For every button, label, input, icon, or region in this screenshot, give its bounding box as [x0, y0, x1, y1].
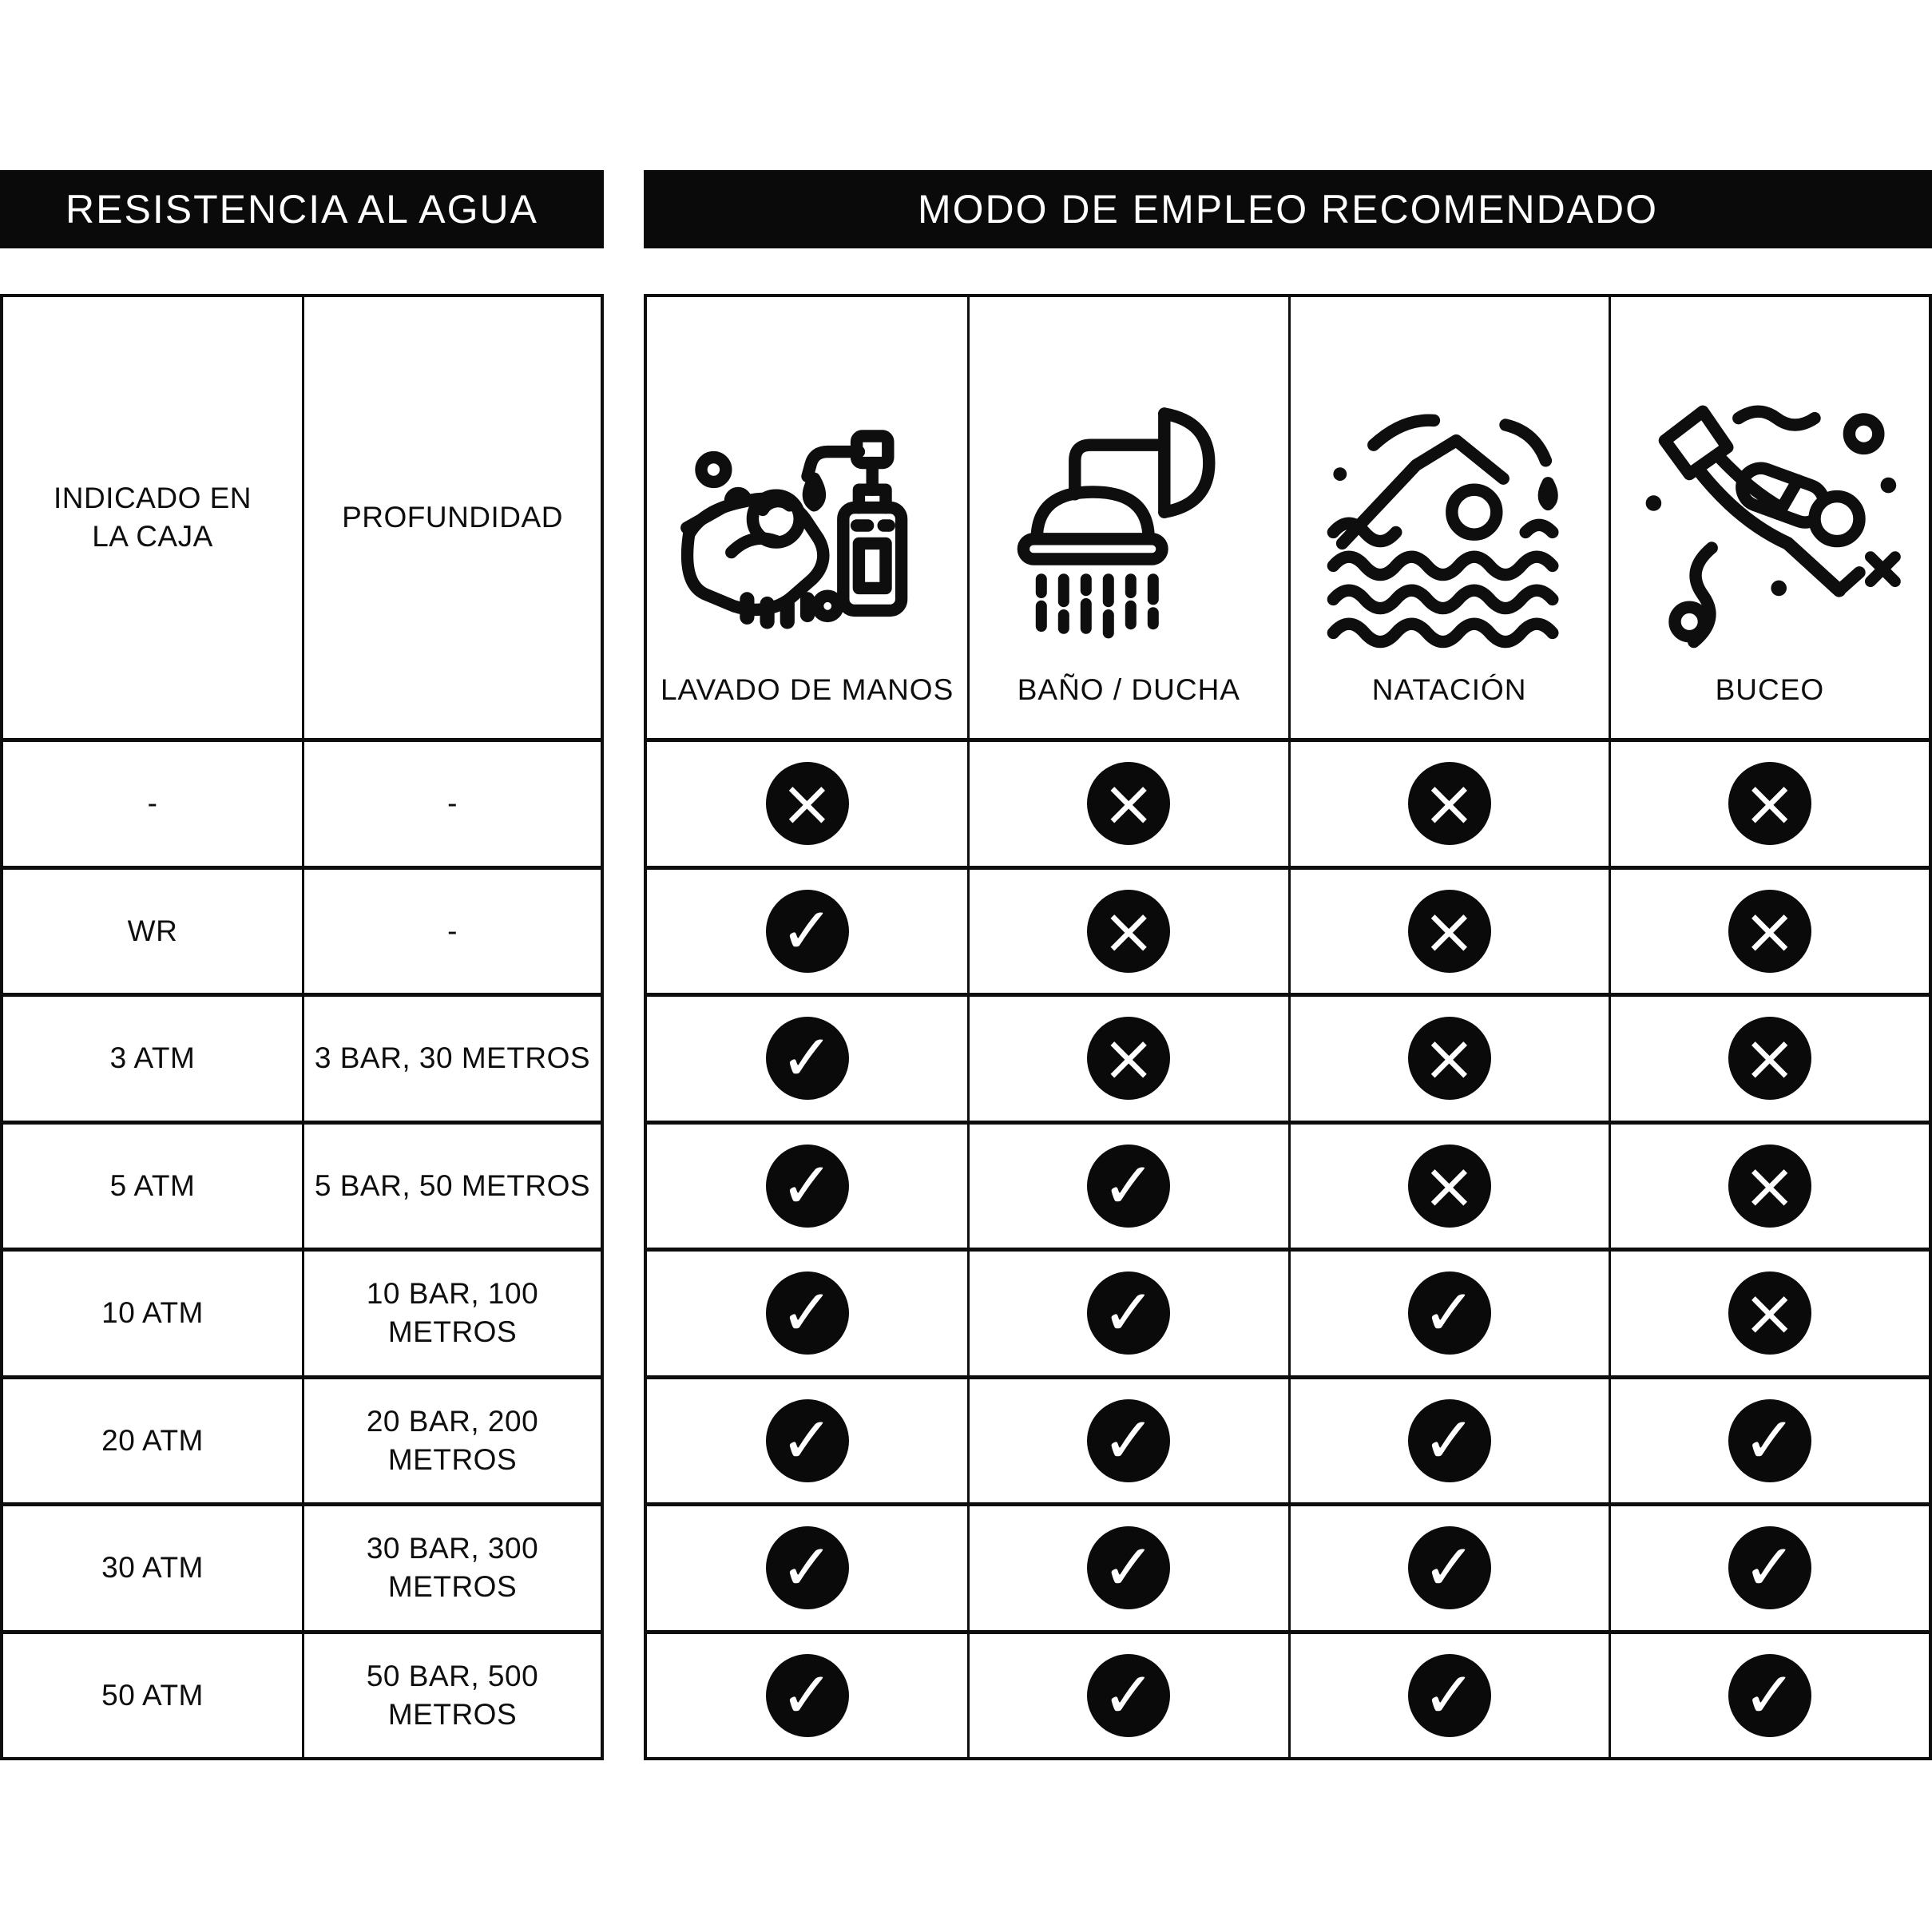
usage-cell [967, 866, 1287, 994]
case-value: 20 ATM [101, 1423, 204, 1457]
case-cell [3, 738, 302, 866]
usage-mark [1728, 1017, 1811, 1100]
mark-glyph: × [1422, 766, 1477, 841]
usage-mark [1408, 890, 1491, 973]
usage-cell [1288, 866, 1609, 994]
usage-cell [1609, 1121, 1929, 1248]
usage-mark [1408, 1526, 1491, 1609]
usage-mark [1408, 1399, 1491, 1482]
usage-cell [967, 1375, 1287, 1503]
usage-cell [1288, 1630, 1609, 1758]
mark-glyph: ✓ [780, 1275, 835, 1351]
mark-glyph: ✓ [1422, 1402, 1477, 1478]
mark-glyph: ✓ [1101, 1275, 1156, 1351]
mark-glyph: ✓ [1743, 1657, 1797, 1732]
mark-glyph: ✓ [1422, 1530, 1477, 1605]
usage-mark [1087, 890, 1170, 973]
usage-mark [766, 1399, 849, 1482]
usage-cell [1609, 1248, 1929, 1375]
usage-mark [1087, 1145, 1170, 1228]
usage-column-label: BUCEO [1715, 672, 1825, 706]
usage-mark [766, 1145, 849, 1228]
usage-mark [1087, 1399, 1170, 1482]
case-value: WR [127, 914, 178, 947]
usage-cell [647, 866, 967, 994]
usage-cell [647, 1248, 967, 1375]
usage-column-header-swimming [1288, 297, 1609, 738]
usage-cell [967, 1502, 1287, 1630]
mark-glyph: ✓ [1422, 1275, 1477, 1351]
usage-mark [1408, 1654, 1491, 1737]
usage-cell [647, 1121, 967, 1248]
usage-cell [967, 1630, 1287, 1758]
case-cell [3, 866, 302, 994]
usage-mark [1087, 1017, 1170, 1100]
depth-cell [302, 738, 601, 866]
usage-column-label: LAVADO DE MANOS [660, 672, 954, 706]
usage-cell [1609, 738, 1929, 866]
case-cell [3, 1375, 302, 1503]
mark-glyph: × [1101, 1021, 1156, 1096]
case-cell [3, 1248, 302, 1375]
case-value: 3 ATM [109, 1041, 196, 1075]
mark-glyph: ✓ [1743, 1530, 1797, 1605]
depth-value: 30 BAR, 300 METROS [366, 1532, 539, 1604]
mark-glyph: ✓ [1422, 1657, 1477, 1732]
depth-cell [302, 1121, 601, 1248]
usage-column-header-handwash [647, 297, 967, 738]
usage-mark [1087, 1271, 1170, 1355]
shower-icon [994, 391, 1263, 660]
depth-column-header: PROFUNDIDAD [342, 500, 563, 534]
case-cell [3, 1502, 302, 1630]
depth-value: - [447, 787, 458, 820]
mark-glyph: ✓ [1743, 1402, 1797, 1478]
depth-value: 3 BAR, 30 METROS [314, 1041, 591, 1075]
right-panel-title: MODO DE EMPLEO RECOMENDADO [917, 187, 1659, 232]
usage-mark [1728, 762, 1811, 845]
usage-cell [647, 1630, 967, 1758]
mark-glyph: ✓ [780, 893, 835, 968]
usage-mark [1728, 1271, 1811, 1355]
mark-glyph: × [1422, 893, 1477, 968]
water-resistance-table [0, 294, 604, 1760]
usage-cell [647, 738, 967, 866]
left-panel-title-bar [0, 170, 604, 248]
case-column-header-cell [3, 297, 302, 738]
mark-glyph: × [1743, 766, 1797, 841]
mark-glyph: × [1101, 893, 1156, 968]
usage-mark [1728, 1654, 1811, 1737]
usage-cell [967, 1121, 1287, 1248]
mark-glyph: × [1743, 1275, 1797, 1351]
mark-glyph: ✓ [780, 1021, 835, 1096]
mark-glyph: ✓ [1101, 1530, 1156, 1605]
diving-icon [1636, 391, 1904, 660]
usage-cell [1288, 1121, 1609, 1248]
left-panel-title: RESISTENCIA AL AGUA [65, 187, 538, 232]
usage-cell [1288, 738, 1609, 866]
case-value: - [147, 787, 158, 820]
usage-mark [1728, 1145, 1811, 1228]
usage-cell [1609, 866, 1929, 994]
mark-glyph: ✓ [1101, 1402, 1156, 1478]
depth-value: 50 BAR, 500 METROS [366, 1659, 539, 1731]
usage-mark [1087, 1654, 1170, 1737]
usage-cell [967, 1248, 1287, 1375]
mark-glyph: × [1422, 1148, 1477, 1223]
depth-cell [302, 1248, 601, 1375]
usage-cell [967, 738, 1287, 866]
mark-glyph: × [780, 766, 835, 841]
usage-cell [1288, 993, 1609, 1121]
swimming-icon [1315, 391, 1584, 660]
mark-glyph: ✓ [780, 1402, 835, 1478]
recommended-use-table [644, 294, 1932, 1760]
depth-value: 5 BAR, 50 METROS [314, 1168, 591, 1202]
usage-cell [1609, 1502, 1929, 1630]
usage-cell [1609, 993, 1929, 1121]
usage-column-label: NATACIÓN [1371, 672, 1527, 706]
usage-mark [1408, 762, 1491, 845]
mark-glyph: × [1743, 893, 1797, 968]
usage-cell [647, 993, 967, 1121]
usage-mark [1408, 1145, 1491, 1228]
depth-cell [302, 866, 601, 994]
depth-value: - [447, 914, 458, 947]
usage-cell [1609, 1630, 1929, 1758]
depth-cell [302, 1502, 601, 1630]
mark-glyph: ✓ [1101, 1657, 1156, 1732]
case-value: 10 ATM [101, 1296, 204, 1330]
usage-cell [967, 993, 1287, 1121]
usage-mark [1408, 1271, 1491, 1355]
usage-mark [1087, 762, 1170, 845]
usage-mark [766, 1526, 849, 1609]
case-value: 50 ATM [101, 1678, 204, 1712]
usage-column-label: BAÑO / DUCHA [1017, 672, 1240, 706]
usage-mark [766, 890, 849, 973]
usage-cell [647, 1502, 967, 1630]
depth-value: 20 BAR, 200 METROS [366, 1404, 539, 1476]
usage-mark [1728, 890, 1811, 973]
usage-mark [1728, 1399, 1811, 1482]
mark-glyph: ✓ [780, 1657, 835, 1732]
case-value: 5 ATM [109, 1168, 196, 1202]
usage-mark [1728, 1526, 1811, 1609]
depth-value: 10 BAR, 100 METROS [366, 1277, 539, 1349]
case-column-header: INDICADO EN LA CAJA [53, 481, 252, 553]
depth-cell [302, 993, 601, 1121]
case-cell [3, 993, 302, 1121]
right-panel-title-bar [644, 170, 1932, 248]
usage-cell [647, 1375, 967, 1503]
usage-cell [1288, 1248, 1609, 1375]
usage-mark [766, 1017, 849, 1100]
usage-column-header-diving [1609, 297, 1929, 738]
handwash-icon [673, 391, 942, 660]
usage-mark [766, 1271, 849, 1355]
mark-glyph: × [1101, 766, 1156, 841]
mark-glyph: × [1422, 1021, 1477, 1096]
usage-cell [1609, 1375, 1929, 1503]
usage-mark [1087, 1526, 1170, 1609]
usage-cell [1288, 1502, 1609, 1630]
usage-column-header-shower [967, 297, 1287, 738]
usage-mark [766, 762, 849, 845]
mark-glyph: × [1743, 1021, 1797, 1096]
depth-cell [302, 1375, 601, 1503]
depth-column-header-cell [302, 297, 601, 738]
mark-glyph: ✓ [780, 1530, 835, 1605]
depth-cell [302, 1630, 601, 1758]
mark-glyph: × [1743, 1148, 1797, 1223]
usage-cell [1288, 1375, 1609, 1503]
mark-glyph: ✓ [780, 1148, 835, 1223]
usage-mark [766, 1654, 849, 1737]
case-cell [3, 1630, 302, 1758]
case-value: 30 ATM [101, 1551, 204, 1585]
usage-mark [1408, 1017, 1491, 1100]
mark-glyph: ✓ [1101, 1148, 1156, 1223]
case-cell [3, 1121, 302, 1248]
